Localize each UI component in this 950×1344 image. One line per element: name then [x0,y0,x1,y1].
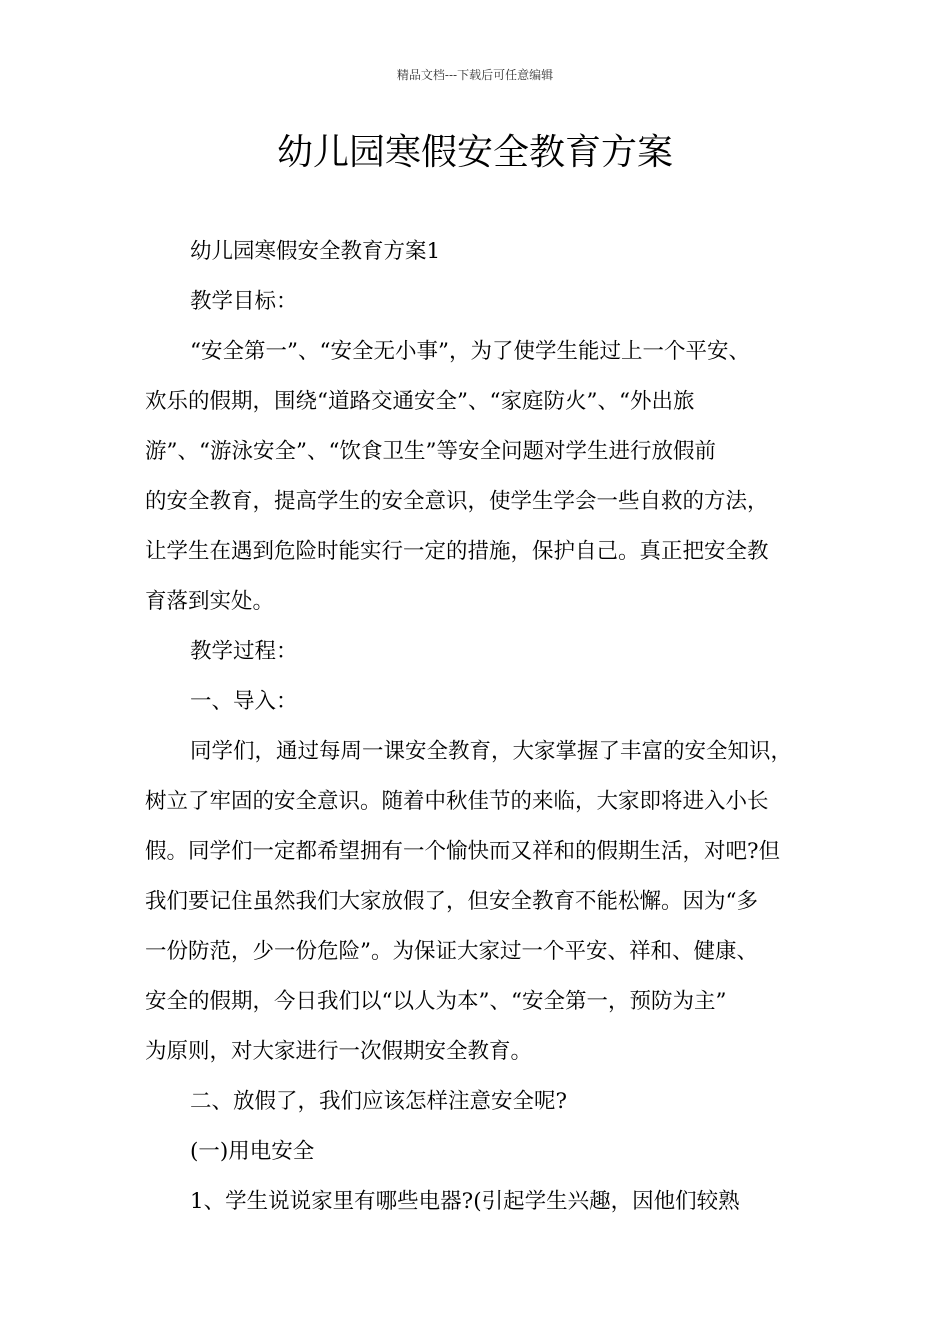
subheading-electric-safety: (一)用电安全 [190,1139,315,1164]
paragraph-line: 为原则，对大家进行一次假期安全教育。 [145,1039,533,1064]
paragraph-line: 树立了牢固的安全意识。随着中秋佳节的来临，大家即将进入小长 [145,789,769,814]
paragraph-line: 1、学生说说家里有哪些电器?(引起学生兴趣，因他们较熟 [190,1189,740,1214]
subheading-process: 教学过程： [190,639,298,664]
paragraph-line: 我们要记住虽然我们大家放假了，但安全教育不能松懈。因为“多 [145,889,758,914]
paragraph-line: 的安全教育，提高学生的安全意识，使学生学会一些自救的方法， [145,489,769,514]
paragraph-line: 让学生在遇到危险时能实行一定的措施，保护自己。真正把安全教 [145,539,769,564]
document-title: 幼儿园寒假安全教育方案 [276,132,673,173]
subheading-intro: 一、导入： [190,689,298,714]
paragraph-line: “安全第一”、“安全无小事”，为了使学生能过上一个平安、 [190,339,750,364]
section-heading: 幼儿园寒假安全教育方案1 [190,239,441,264]
paragraph-line: 一份防范，少一份危险”。为保证大家过一个平安、祥和、健康、 [145,939,758,964]
paragraph-line: 游”、“游泳安全”、“饮食卫生”等安全问题对学生进行放假前 [145,439,716,464]
subheading-objectives: 教学目标： [190,289,298,314]
paragraph-line: 安全的假期，今日我们以“以人为本”、“安全第一，预防为主” [145,989,727,1014]
paragraph-line: 育落到实处。 [145,589,275,614]
header-note: 精品文档---下载后可任意编辑 [396,68,554,82]
subheading-section-two: 二、放假了，我们应该怎样注意安全呢? [190,1089,568,1114]
paragraph-line: 同学们，通过每周一课安全教育，大家掌握了丰富的安全知识， [190,739,793,764]
paragraph-line: 欢乐的假期，围绕“道路交通安全”、“家庭防火”、“外出旅 [145,389,695,414]
paragraph-line: 假。同学们一定都希望拥有一个愉快而又祥和的假期生活，对吧?但 [145,839,781,864]
